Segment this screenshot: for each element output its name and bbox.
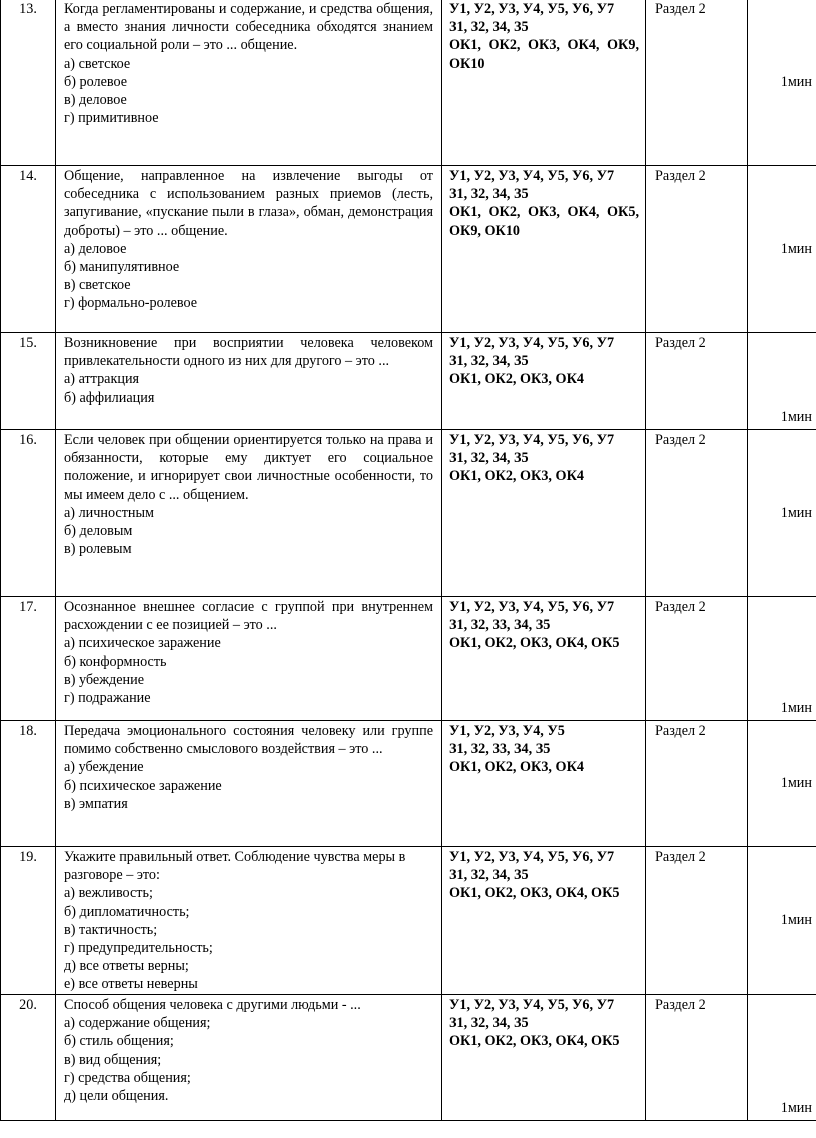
question-number: 20.	[1, 995, 56, 1121]
answer-option: а) содержание общения;	[64, 1015, 211, 1032]
competency-codes	[442, 0, 646, 166]
knowledge-codes: З1, З2, З3, З4, З5	[449, 741, 551, 758]
answer-option: б) стиль общения;	[64, 1033, 174, 1050]
question-text: Когда регламентированы и содержание, и средства общения, а вместо знания личности собеседника обходятся знанием его социальной роли – это ... общение.	[64, 1, 433, 54]
answer-option: а) психическое заражение	[64, 635, 221, 652]
answer-option: а) вежливость;	[64, 885, 153, 902]
skill-codes: У1, У2, У3, У4, У5, У6, У7	[449, 168, 615, 184]
knowledge-codes: З1, З2, З4, З5	[449, 186, 529, 203]
answer-option: а) аттракция	[64, 371, 140, 388]
skill-codes: У1, У2, У3, У4, У5, У6, У7	[449, 1, 615, 17]
question-row-13	[1, 0, 816, 166]
section-label: Раздел 2	[646, 847, 748, 995]
question-cell	[56, 995, 442, 1121]
competency-codes	[442, 847, 646, 995]
question-cell	[56, 333, 442, 430]
answer-option: д) цели общения.	[64, 1088, 169, 1105]
answer-option: г) средства общения;	[64, 1069, 191, 1086]
question-number: 18.	[1, 721, 56, 847]
section-label: Раздел 2	[646, 430, 748, 597]
answer-option: а) убеждение	[64, 759, 144, 776]
time-label: 1мин	[748, 597, 816, 721]
question-row-18	[1, 721, 816, 847]
knowledge-codes: З1, З2, З4, З5	[449, 353, 529, 370]
skill-codes: У1, У2, У3, У4, У5	[449, 723, 565, 739]
skill-codes: У1, У2, У3, У4, У5, У6, У7	[449, 849, 615, 865]
general-competency-codes: ОК1, ОК2, ОК3, ОК4	[449, 468, 584, 485]
answer-option: б) конформность	[64, 653, 167, 670]
skill-codes: У1, У2, У3, У4, У5, У6, У7	[449, 599, 615, 615]
time-label: 1мин	[748, 721, 816, 847]
general-competency-codes: ОК1, ОК2, ОК3, ОК4, ОК5	[449, 635, 620, 652]
general-competency-codes: ОК1, ОК2, ОК3, ОК4, ОК5, ОК9, ОК10	[449, 204, 639, 239]
skill-codes: У1, У2, У3, У4, У5, У6, У7	[449, 432, 615, 448]
general-competency-codes: ОК1, ОК2, ОК3, ОК4, ОК5	[449, 885, 620, 902]
answer-option: в) светское	[64, 277, 131, 294]
knowledge-codes: З1, З2, З4, З5	[449, 1015, 529, 1032]
question-number: 13.	[1, 0, 56, 166]
question-row-20	[1, 995, 816, 1121]
answer-option: д) все ответы верны;	[64, 958, 189, 975]
knowledge-codes: З1, З2, З4, З5	[449, 867, 529, 884]
answer-option: б) ролевое	[64, 73, 128, 90]
question-number: 17.	[1, 597, 56, 721]
answer-option: в) убеждение	[64, 671, 145, 688]
general-competency-codes: ОК1, ОК2, ОК3, ОК4	[449, 371, 584, 388]
skill-codes: У1, У2, У3, У4, У5, У6, У7	[449, 997, 615, 1013]
question-text: Возникновение при восприятии человека человеком привлекательности одного из них для другого – это ...	[64, 335, 433, 370]
general-competency-codes: ОК1, ОК2, ОК3, ОК4, ОК9, ОК10	[449, 37, 639, 72]
question-number: 15.	[1, 333, 56, 430]
competency-codes	[442, 721, 646, 847]
question-number: 14.	[1, 166, 56, 333]
time-label: 1мин	[748, 166, 816, 333]
skill-codes: У1, У2, У3, У4, У5, У6, У7	[449, 335, 615, 351]
competency-codes	[442, 333, 646, 430]
answer-option: б) дипломатичность;	[64, 903, 190, 920]
answer-option: в) тактичность;	[64, 921, 158, 938]
knowledge-codes: З1, З2, З3, З4, З5	[449, 617, 551, 634]
time-label: 1мин	[748, 0, 816, 166]
question-cell	[56, 166, 442, 333]
competency-codes	[442, 166, 646, 333]
question-number: 19.	[1, 847, 56, 995]
time-label: 1мин	[748, 430, 816, 597]
competency-codes	[442, 995, 646, 1121]
question-row-17	[1, 597, 816, 721]
question-text: Передача эмоционального состояния человеку или группе помимо собственно смыслового воздействия – это ...	[64, 723, 433, 758]
question-cell	[56, 847, 442, 995]
time-label: 1мин	[748, 995, 816, 1121]
question-text: Общение, направленное на извлечение выгоды от собеседника с использованием разных приемов (лесть, запугивание, «пускание пыли в глаза», обман, демонстрация доброты) – это ... общение.	[64, 168, 433, 239]
general-competency-codes: ОК1, ОК2, ОК3, ОК4	[449, 759, 584, 776]
answer-option: а) деловое	[64, 240, 127, 257]
answer-option: б) аффилиация	[64, 389, 155, 406]
general-competency-codes: ОК1, ОК2, ОК3, ОК4, ОК5	[449, 1033, 620, 1050]
question-cell	[56, 597, 442, 721]
competency-codes	[442, 597, 646, 721]
section-label: Раздел 2	[646, 995, 748, 1121]
question-row-16	[1, 430, 816, 597]
question-text: Укажите правильный ответ. Соблюдение чувства меры в разговоре – это:	[64, 849, 406, 884]
time-label: 1мин	[748, 333, 816, 430]
question-row-14	[1, 166, 816, 333]
question-cell	[56, 0, 442, 166]
knowledge-codes: З1, З2, З4, З5	[449, 19, 529, 36]
section-label: Раздел 2	[646, 597, 748, 721]
answer-option: г) формально-ролевое	[64, 295, 198, 312]
answer-option: б) деловым	[64, 523, 133, 540]
section-label: Раздел 2	[646, 166, 748, 333]
section-label: Раздел 2	[646, 333, 748, 430]
answer-option: в) ролевым	[64, 541, 132, 558]
question-text: Способ общения человека с другими людьми - ...	[64, 997, 361, 1013]
answer-option: г) подражание	[64, 690, 151, 707]
time-label: 1мин	[748, 847, 816, 995]
answer-option: г) примитивное	[64, 110, 159, 127]
answer-option: б) психическое заражение	[64, 777, 222, 794]
question-number: 16.	[1, 430, 56, 597]
answer-option: а) личностным	[64, 504, 155, 521]
question-cell	[56, 430, 442, 597]
knowledge-codes: З1, З2, З4, З5	[449, 450, 529, 467]
answer-option: а) светское	[64, 55, 131, 72]
question-text: Если человек при общении ориентируется только на права и обязанности, которые ему диктует его социальное положение, и игнорирует свои личностные особенности, то мы имеем дело с ... общением.	[64, 432, 433, 503]
section-label: Раздел 2	[646, 0, 748, 166]
answer-option: в) эмпатия	[64, 795, 128, 812]
question-text: Осознанное внешнее согласие с группой при внутреннем расхождении с ее позицией – это ...	[64, 599, 433, 634]
question-row-15	[1, 333, 816, 430]
answer-option: б) манипулятивное	[64, 259, 180, 276]
competency-codes	[442, 430, 646, 597]
answer-option: в) вид общения;	[64, 1051, 162, 1068]
answer-option: в) деловое	[64, 92, 127, 109]
answer-option: е) все ответы неверны	[64, 976, 198, 993]
question-cell	[56, 721, 442, 847]
question-row-19	[1, 847, 816, 995]
section-label: Раздел 2	[646, 721, 748, 847]
answer-option: г) предупредительность;	[64, 940, 213, 957]
